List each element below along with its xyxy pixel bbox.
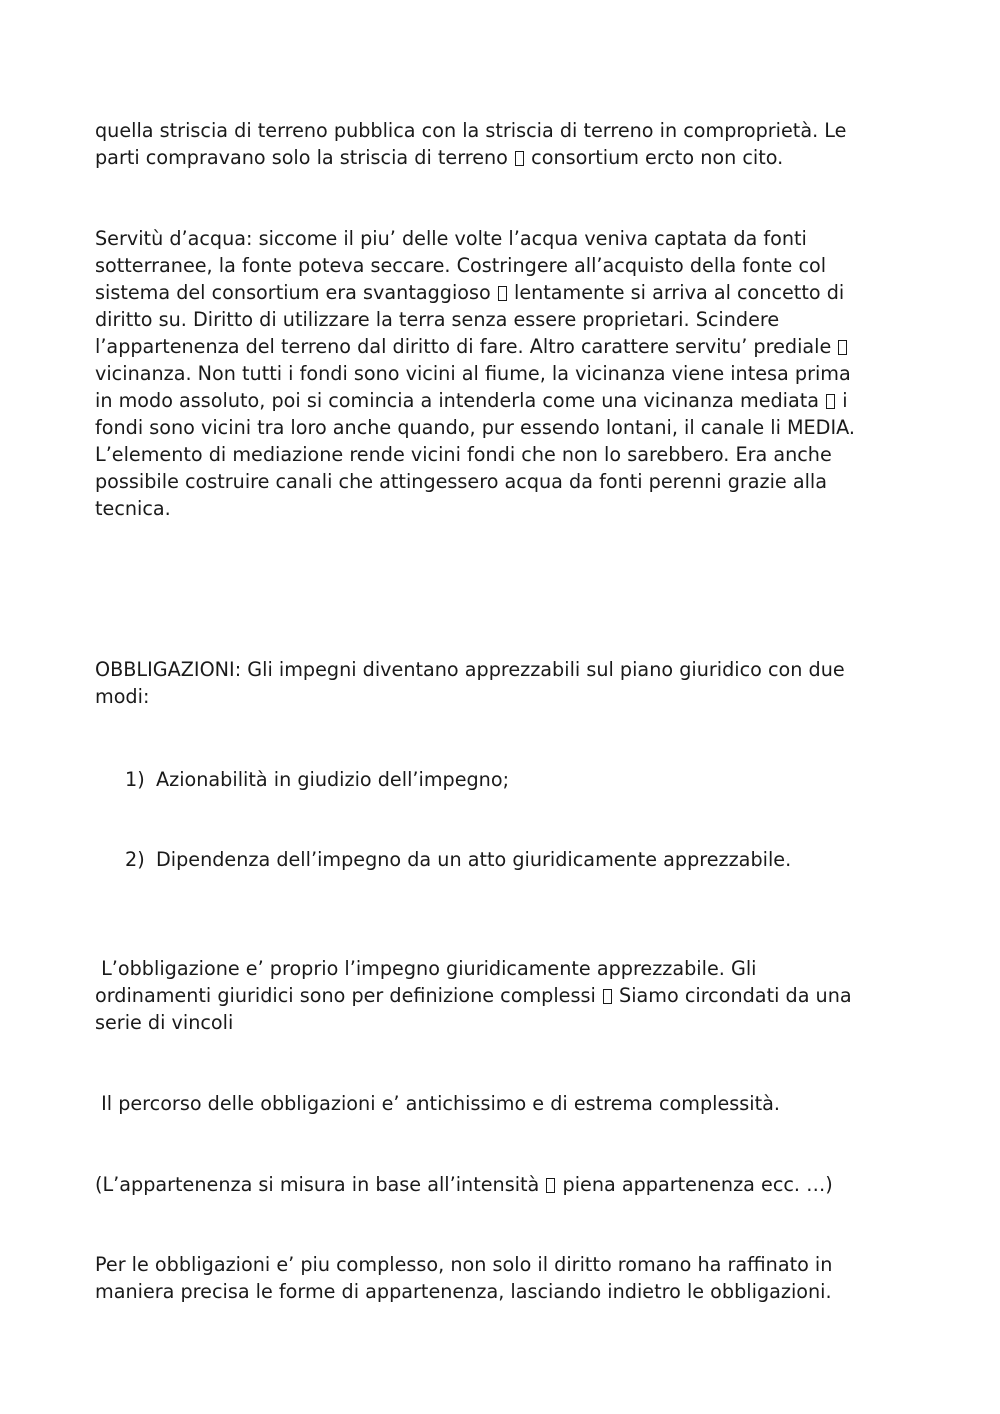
text-line: maniera precisa le forme di appartenenza, lasciando indietro le obbligazioni. — [95, 1280, 832, 1303]
text-line: modi: — [95, 685, 150, 708]
missing-glyph-icon — [838, 340, 847, 355]
paragraph-percorso — [95, 1090, 905, 1117]
text-run: Siamo circondati da una — [619, 984, 852, 1007]
text-run: ordinamenti giuridici sono per definizione complessi — [95, 984, 596, 1007]
text-line: OBBLIGAZIONI: Gli impegni diventano apprezzabili sul piano giuridico con due — [95, 658, 845, 681]
text-line — [95, 144, 905, 171]
text-run: piena appartenenza ecc. …) — [562, 1173, 833, 1196]
text-run: sistema del consortium era svantaggioso — [95, 281, 491, 304]
text-line: fondi sono vicini tra loro anche quando, pur essendo lontani, il canale li MEDIA. — [95, 416, 856, 439]
missing-glyph-icon — [826, 394, 835, 409]
text-line: serie di vincoli — [95, 1011, 234, 1034]
text-line: tecnica. — [95, 497, 171, 520]
text-run: in modo assoluto, poi si comincia a intenderla come una vicinanza mediata — [95, 389, 820, 412]
list-number: 1) — [125, 768, 145, 791]
paragraph-obbligazioni-complesso — [95, 1251, 905, 1305]
text-line — [95, 982, 905, 1009]
list-item-text: Dipendenza dell’impegno da un atto giuridicamente apprezzabile. — [156, 848, 792, 871]
list-item — [125, 766, 509, 793]
list-item-text: Azionabilità in giudizio dell’impegno; — [156, 768, 510, 791]
missing-glyph-icon — [498, 286, 507, 301]
text-line: L’obbligazione e’ proprio l’impegno giuridicamente apprezzabile. Gli — [95, 957, 757, 980]
list-item — [125, 846, 791, 873]
paragraph-servitu-acqua — [95, 225, 905, 522]
text-run: l’appartenenza del terreno dal diritto di fare. Altro carattere servitu’ prediale — [95, 335, 832, 358]
missing-glyph-icon — [546, 1178, 555, 1193]
text-line: diritto su. Diritto di utilizzare la terra senza essere proprietari. Scindere — [95, 308, 780, 331]
text-line: Il percorso delle obbligazioni e’ antichissimo e di estrema complessità. — [95, 1092, 780, 1115]
missing-glyph-icon — [603, 989, 612, 1004]
paragraph-striscia — [95, 117, 905, 171]
text-line: vicinanza. Non tutti i fondi sono vicini al fiume, la vicinanza viene intesa prima — [95, 362, 851, 385]
text-line: Servitù d’acqua: siccome il piu’ delle volte l’acqua veniva captata da fonti — [95, 227, 807, 250]
text-line: possibile costruire canali che attingessero acqua da fonti perenni grazie alla — [95, 470, 828, 493]
list-number: 2) — [125, 848, 145, 871]
paragraph-appartenenza — [95, 1171, 905, 1198]
text-line — [95, 279, 905, 306]
text-line — [95, 387, 905, 414]
missing-glyph-icon — [515, 151, 524, 166]
text-line: sotterranee, la fonte poteva seccare. Costringere all’acquisto della fonte col — [95, 254, 827, 277]
text-run: lentamente si arriva al concetto di — [513, 281, 845, 304]
paragraph-obbligazione-definizione — [95, 955, 905, 1036]
text-line — [95, 333, 905, 360]
paragraph-obbligazioni-heading — [95, 656, 905, 710]
text-line — [95, 1171, 905, 1198]
text-run: (L’appartenenza si misura in base all’intensità — [95, 1173, 540, 1196]
text-run: parti compravano solo la striscia di terreno — [95, 146, 508, 169]
text-line: quella striscia di terreno pubblica con la striscia di terreno in comproprietà. Le — [95, 119, 847, 142]
text-line: Per le obbligazioni e’ piu complesso, non solo il diritto romano ha raffinato in — [95, 1253, 833, 1276]
text-line: L’elemento di mediazione rende vicini fondi che non lo sarebbero. Era anche — [95, 443, 832, 466]
text-run: i — [842, 389, 848, 412]
text-run: consortium ercto non cito. — [531, 146, 784, 169]
